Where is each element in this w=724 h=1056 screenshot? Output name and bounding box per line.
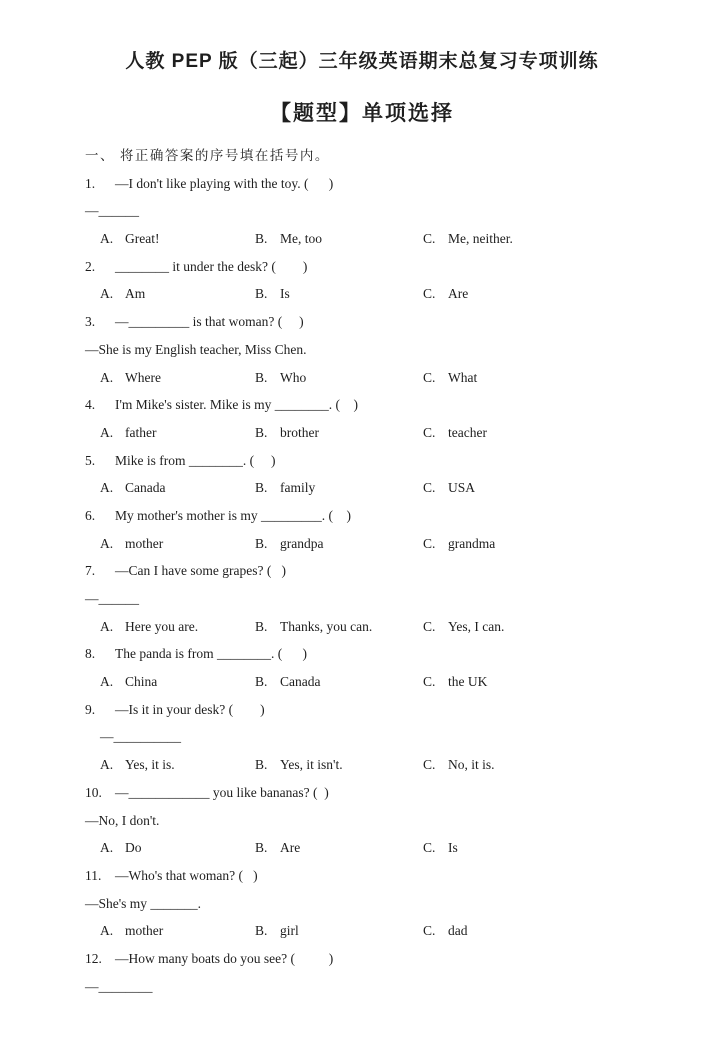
question-reply-line: —No, I don't. xyxy=(85,812,160,828)
option-a-label: A. xyxy=(100,535,114,551)
option-b xyxy=(255,751,343,779)
question-stem-line xyxy=(85,779,694,807)
option-b-label: B. xyxy=(255,231,268,247)
question-number: 8. xyxy=(85,646,96,662)
option-c-label: C. xyxy=(423,286,436,302)
question-stem: The panda is from ________. ( ) xyxy=(115,646,307,662)
option-b xyxy=(255,474,315,502)
option-c-text: Are xyxy=(448,286,469,302)
question-stem: —____________ you like bananas? ( ) xyxy=(115,784,329,800)
option-a xyxy=(100,613,198,641)
option-c-text: grandma xyxy=(448,535,496,551)
question-stem-line xyxy=(85,308,694,336)
option-a-label: A. xyxy=(100,369,114,385)
question-stem: —I don't like playing with the toy. ( ) xyxy=(115,175,334,191)
option-b xyxy=(255,225,322,253)
option-a xyxy=(100,530,163,558)
option-a-label: A. xyxy=(100,757,114,773)
question-6 xyxy=(85,502,694,557)
option-c xyxy=(423,225,513,253)
section-heading: 一、 将正确答案的序号填在括号内。 xyxy=(85,148,330,163)
option-a-text: father xyxy=(125,424,157,440)
question-3 xyxy=(85,308,694,391)
option-c-text: teacher xyxy=(448,424,487,440)
option-a xyxy=(100,280,145,308)
question-number: 11. xyxy=(85,867,102,883)
question-8 xyxy=(85,640,694,695)
option-a-text: Where xyxy=(125,369,161,385)
question-options xyxy=(85,474,694,502)
question-stem: —Can I have some grapes? ( ) xyxy=(115,563,286,579)
option-a-text: Great! xyxy=(125,231,160,247)
question-reply-line: —She's my _______. xyxy=(85,895,202,911)
question-12 xyxy=(85,945,694,1000)
option-a-text: Canada xyxy=(125,480,166,496)
question-options xyxy=(85,280,694,308)
option-b-text: Me, too xyxy=(280,231,322,247)
question-stem-line xyxy=(85,502,694,530)
question-options xyxy=(85,917,694,945)
question-1 xyxy=(85,170,694,253)
option-a-text: Here you are. xyxy=(125,618,199,634)
option-b-text: Yes, it isn't. xyxy=(280,757,343,773)
option-a-label: A. xyxy=(100,923,114,939)
option-b xyxy=(255,917,299,945)
option-b xyxy=(255,834,300,862)
question-reply-line: —________ xyxy=(85,978,153,994)
option-a xyxy=(100,668,157,696)
option-c-label: C. xyxy=(423,424,436,440)
question-number: 10. xyxy=(85,784,102,800)
option-a xyxy=(100,474,165,502)
option-a-label: A. xyxy=(100,231,114,247)
question-reply-line: —She is my English teacher, Miss Chen. xyxy=(85,341,307,357)
option-c-label: C. xyxy=(423,923,436,939)
question-10 xyxy=(85,779,694,862)
option-c-text: What xyxy=(448,369,478,385)
option-a xyxy=(100,751,175,779)
option-a-text: Yes, it is. xyxy=(125,757,175,773)
option-c-label: C. xyxy=(423,757,436,773)
question-stem-line xyxy=(85,696,694,724)
option-c-text: Me, neither. xyxy=(448,231,513,247)
question-stem-line xyxy=(85,170,694,198)
option-c-text: Yes, I can. xyxy=(448,618,505,634)
question-options xyxy=(85,530,694,558)
option-c-text: USA xyxy=(448,480,476,496)
option-c-label: C. xyxy=(423,840,436,856)
question-options xyxy=(85,751,694,779)
option-b-text: Who xyxy=(280,369,307,385)
option-a xyxy=(100,419,156,447)
question-options xyxy=(85,613,694,641)
question-number: 5. xyxy=(85,452,96,468)
option-c xyxy=(423,364,477,392)
option-b-label: B. xyxy=(255,923,268,939)
option-a-text: Am xyxy=(125,286,146,302)
question-stem: —_________ is that woman? ( ) xyxy=(115,314,304,330)
question-options xyxy=(85,225,694,253)
question-number: 1. xyxy=(85,175,96,191)
option-c-text: dad xyxy=(448,923,468,939)
option-c-label: C. xyxy=(423,480,436,496)
option-c xyxy=(423,613,504,641)
option-b-label: B. xyxy=(255,674,268,690)
option-a-text: China xyxy=(125,674,158,690)
option-c-text: Is xyxy=(448,840,458,856)
option-c-label: C. xyxy=(423,674,436,690)
question-9 xyxy=(85,696,694,779)
option-c-label: C. xyxy=(423,535,436,551)
question-stem-line xyxy=(85,862,694,890)
option-a-label: A. xyxy=(100,840,114,856)
question-stem: Mike is from ________. ( ) xyxy=(115,452,276,468)
question-stem-line xyxy=(85,391,694,419)
question-options xyxy=(85,668,694,696)
option-b-text: Is xyxy=(280,286,290,302)
question-reply-line: —______ xyxy=(85,203,139,219)
option-b-text: brother xyxy=(280,424,319,440)
option-a xyxy=(100,834,142,862)
question-2 xyxy=(85,253,694,308)
option-c xyxy=(423,751,495,779)
option-b xyxy=(255,613,372,641)
option-a-label: A. xyxy=(100,618,114,634)
option-b-text: Canada xyxy=(280,674,321,690)
question-stem-line xyxy=(85,640,694,668)
question-stem: I'm Mike's sister. Mike is my ________. ( ) xyxy=(115,397,358,413)
question-stem: —How many boats do you see? ( ) xyxy=(115,950,334,966)
option-b-label: B. xyxy=(255,286,268,302)
question-4 xyxy=(85,391,694,446)
question-number: 2. xyxy=(85,258,96,274)
option-b-text: Are xyxy=(280,840,301,856)
option-c-label: C. xyxy=(423,231,436,247)
question-reply-line: —__________ xyxy=(100,729,181,745)
question-stem: ________ it under the desk? ( ) xyxy=(115,258,308,274)
question-number: 6. xyxy=(85,507,96,523)
option-b-text: grandpa xyxy=(280,535,324,551)
page-subtitle: 【题型】单项选择 xyxy=(270,102,454,125)
question-number: 12. xyxy=(85,950,102,966)
option-b-label: B. xyxy=(255,369,268,385)
option-a-label: A. xyxy=(100,674,114,690)
option-c-text: the UK xyxy=(448,674,488,690)
question-stem: My mother's mother is my _________. ( ) xyxy=(115,507,352,523)
question-7 xyxy=(85,557,694,640)
option-c-label: C. xyxy=(423,618,436,634)
question-number: 9. xyxy=(85,701,96,717)
option-b xyxy=(255,419,319,447)
option-b-text: girl xyxy=(280,923,299,939)
option-b-label: B. xyxy=(255,424,268,440)
option-c xyxy=(423,419,487,447)
option-b-label: B. xyxy=(255,840,268,856)
question-reply-line: —______ xyxy=(85,591,139,606)
option-b-label: B. xyxy=(255,618,268,634)
question-number: 7. xyxy=(85,563,96,579)
option-c xyxy=(423,530,495,558)
option-a xyxy=(100,225,159,253)
question-list xyxy=(85,142,694,1000)
option-c-text: No, it is. xyxy=(448,757,495,773)
question-number: 3. xyxy=(85,314,96,330)
option-b xyxy=(255,668,320,696)
question-stem-line xyxy=(85,557,694,585)
option-a-label: A. xyxy=(100,286,114,302)
option-b-label: B. xyxy=(255,757,268,773)
option-c xyxy=(423,917,468,945)
option-a-label: A. xyxy=(100,424,114,440)
option-b-label: B. xyxy=(255,480,268,496)
option-b-text: Thanks, you can. xyxy=(280,618,373,634)
page-title: 人教 PEP 版（三起）三年级英语期末总复习专项训练 xyxy=(125,51,599,72)
option-a-text: mother xyxy=(125,535,164,551)
option-b-text: family xyxy=(280,480,316,496)
option-b xyxy=(255,530,323,558)
option-a xyxy=(100,917,163,945)
option-a-label: A. xyxy=(100,480,114,496)
question-stem-line xyxy=(85,253,694,281)
option-a-text: Do xyxy=(125,840,142,856)
option-a xyxy=(100,364,161,392)
option-c xyxy=(423,834,458,862)
option-c-label: C. xyxy=(423,369,436,385)
question-5 xyxy=(85,447,694,502)
question-stem-line xyxy=(85,447,694,475)
question-number: 4. xyxy=(85,397,96,413)
question-11 xyxy=(85,862,694,945)
question-options xyxy=(85,419,694,447)
option-b xyxy=(255,364,306,392)
option-b xyxy=(255,280,290,308)
option-b-label: B. xyxy=(255,535,268,551)
question-stem: —Who's that woman? ( ) xyxy=(115,867,258,883)
question-options xyxy=(85,834,694,862)
option-a-text: mother xyxy=(125,923,164,939)
question-options xyxy=(85,364,694,392)
question-stem-line xyxy=(85,945,694,973)
option-c xyxy=(423,668,487,696)
option-c xyxy=(423,280,468,308)
question-stem: —Is it in your desk? ( ) xyxy=(115,701,265,717)
option-c xyxy=(423,474,475,502)
